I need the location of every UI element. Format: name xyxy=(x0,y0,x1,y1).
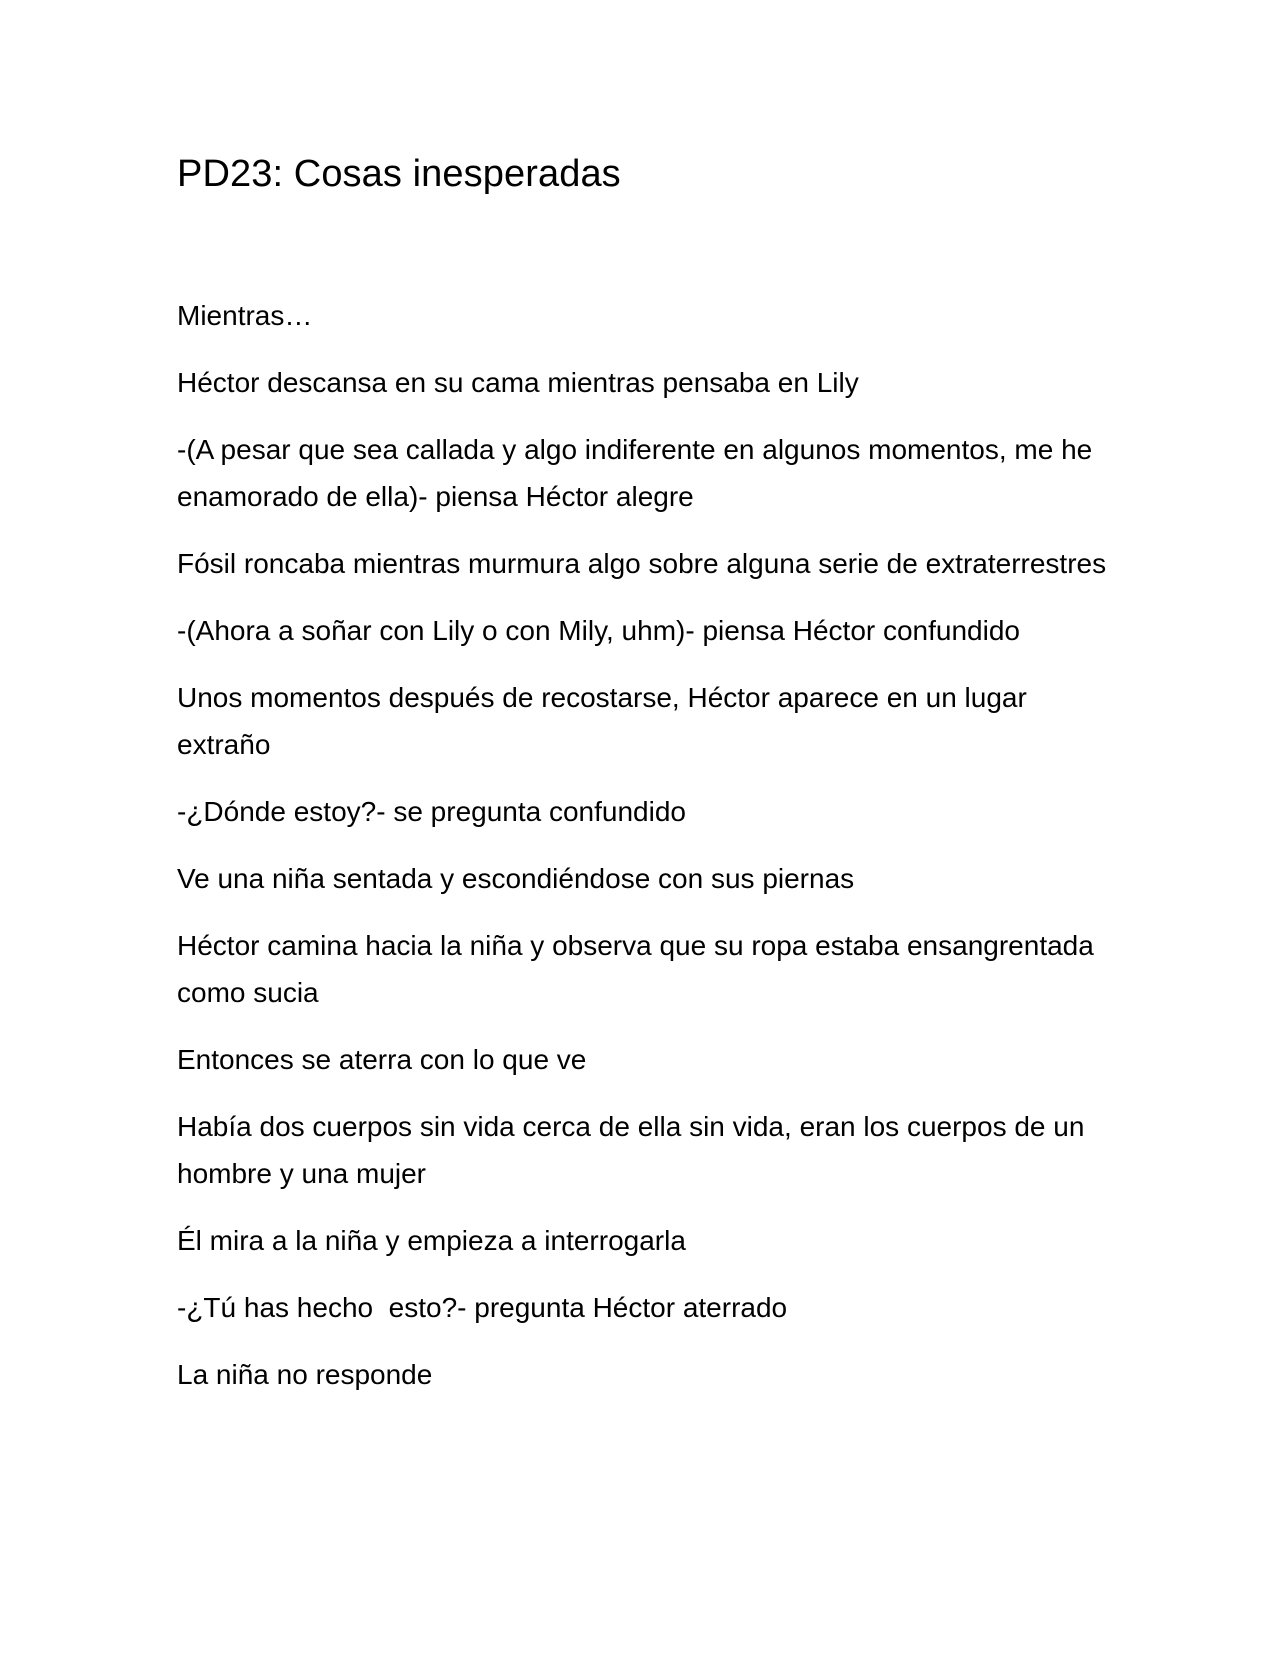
document-title: PD23: Cosas inesperadas xyxy=(177,153,621,195)
paragraph: -(A pesar que sea callada y algo indiferente en algunos momentos, me he enamorado de ella)- piensa Héctor alegre xyxy=(177,434,1093,512)
paragraph: Mientras… xyxy=(177,300,313,331)
paragraph: -¿Dónde estoy?- se pregunta confundido xyxy=(177,796,686,827)
document-body xyxy=(177,148,1107,1418)
paragraph: Fósil roncaba mientras murmura algo sobre alguna serie de extraterrestres xyxy=(177,548,1107,579)
paragraph: Héctor camina hacia la niña y observa que su ropa estaba ensangrentada como sucia xyxy=(177,930,1094,1008)
paragraph: -¿Tú has hecho esto?- pregunta Héctor aterrado xyxy=(177,1292,788,1323)
paragraph: Entonces se aterra con lo que ve xyxy=(177,1044,587,1075)
paragraph: La niña no responde xyxy=(177,1359,433,1390)
paragraph: -(Ahora a soñar con Lily o con Mily, uhm)- piensa Héctor confundido xyxy=(177,615,1020,646)
paragraph: Ve una niña sentada y escondiéndose con sus piernas xyxy=(177,863,855,894)
paragraph: Unos momentos después de recostarse, Héctor aparece en un lugar extraño xyxy=(177,682,1027,760)
paragraph: Había dos cuerpos sin vida cerca de ella sin vida, eran los cuerpos de un hombre y una mujer xyxy=(177,1111,1085,1189)
paragraph: Héctor descansa en su cama mientras pensaba en Lily xyxy=(177,367,859,398)
paragraph: Él mira a la niña y empieza a interrogarla xyxy=(177,1225,686,1256)
